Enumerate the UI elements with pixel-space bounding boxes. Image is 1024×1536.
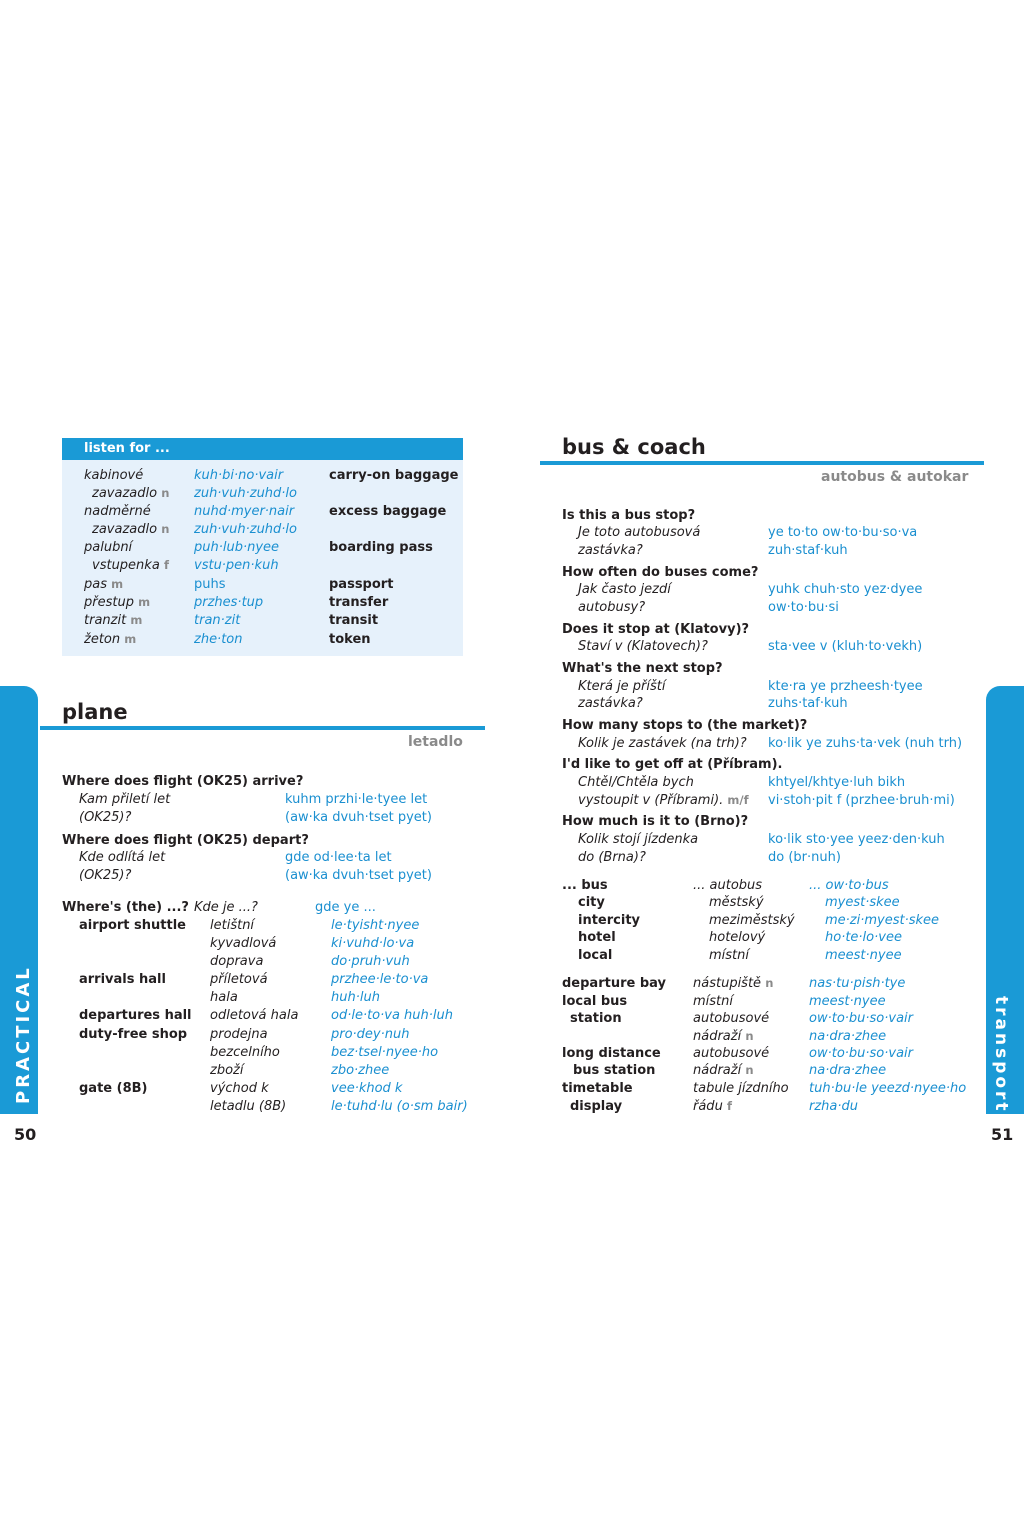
- listen-ph: zuh·vuh·zuhd·lo: [194, 486, 297, 501]
- phrase-ph: kuhm przhi·le·tyee let: [285, 792, 428, 807]
- bus-type-en: local: [578, 948, 613, 963]
- listen-cz: nadměrné: [84, 504, 151, 519]
- vocab-en: display: [570, 1099, 623, 1114]
- phrase-ph: zuh·staf·kuh: [768, 543, 848, 558]
- listen-ph: puh·lub·nyee: [194, 540, 280, 555]
- phrase-en: Where does flight (OK25) arrive?: [62, 774, 304, 789]
- vocab-ph: ow·to·bu·so·vair: [809, 1011, 913, 1026]
- phrase-cz: Která je příští: [578, 679, 666, 694]
- vocab-cz: autobusové: [693, 1046, 770, 1061]
- phrase-ph: do (br·nuh): [768, 850, 841, 865]
- place-cz: letadlu (8B): [210, 1099, 287, 1114]
- place-cz: kyvadlová: [210, 936, 277, 951]
- vocab-en: long distance: [562, 1046, 661, 1061]
- place-ph: vee·khod k: [331, 1081, 403, 1096]
- section-subtitle-autobus: autobus & autokar: [821, 469, 969, 485]
- listen-en: passport: [329, 577, 394, 592]
- listen-cz: pas m: [84, 577, 124, 592]
- phrase-cz: (OK25)?: [79, 868, 132, 883]
- bus-type-cz: městský: [709, 895, 764, 910]
- section-rule: [40, 726, 485, 730]
- phrase-cz: Kam přiletí let: [79, 792, 171, 807]
- phrase-en: How much is it to (Brno)?: [562, 814, 749, 829]
- phrase-cz: autobusy?: [578, 600, 646, 615]
- place-cz: zboží: [210, 1063, 244, 1078]
- bus-type-ph: ho·te·lo·vee: [825, 930, 902, 945]
- page-number-left: 50: [14, 1125, 37, 1144]
- listen-cz: zavazadlo n: [92, 522, 170, 537]
- vocab-ph: meest·nyee: [809, 994, 886, 1009]
- phrase-en: Where does flight (OK25) depart?: [62, 833, 309, 848]
- phrase-ph: gde ye ...: [315, 900, 376, 915]
- bus-type-en: city: [578, 895, 605, 910]
- place-ph: ki·vuhd·lo·va: [331, 936, 415, 951]
- bus-type-ph: myest·skee: [825, 895, 900, 910]
- phrase-cz: vystoupit v (Příbrami). m/f: [578, 793, 749, 808]
- vocab-en: bus station: [573, 1063, 656, 1078]
- phrase-en: I'd like to get off at (Příbram).: [562, 757, 783, 772]
- vocab-en: local bus: [562, 994, 628, 1009]
- listen-ph: przhes·tup: [194, 595, 264, 610]
- bus-type-en: ... bus: [562, 878, 608, 893]
- bus-type-ph: ... ow·to·bus: [809, 878, 889, 893]
- listen-cz: vstupenka f: [92, 558, 169, 573]
- vocab-en: departure bay: [562, 976, 666, 991]
- phrase-ph: khtyel/khtye·luh bikh: [768, 775, 906, 790]
- side-tab-label: transport: [991, 996, 1011, 1114]
- vocab-en: station: [570, 1011, 622, 1026]
- vocab-en: timetable: [562, 1081, 633, 1096]
- vocab-cz: řádu f: [693, 1099, 732, 1114]
- listen-cz: žeton m: [84, 632, 137, 647]
- page-number-right: 51: [991, 1125, 1014, 1144]
- phrase-ph: (aw·ka dvuh·tset pyet): [285, 868, 432, 883]
- place-cz: hala: [210, 990, 238, 1005]
- phrase-ph: ow·to·bu·si: [768, 600, 839, 615]
- phrase-cz: do (Brna)?: [578, 850, 646, 865]
- phrase-ph: vi·stoh·pit f (przhee·bruh·mi): [768, 793, 955, 808]
- bus-type-ph: meest·nyee: [825, 948, 902, 963]
- place-cz: doprava: [210, 954, 264, 969]
- phrase-en: How often do buses come?: [562, 565, 759, 580]
- phrase-cz: zastávka?: [578, 696, 643, 711]
- phrase-en: How many stops to (the market)?: [562, 718, 808, 733]
- vocab-ph: ow·to·bu·so·vair: [809, 1046, 913, 1061]
- listen-cz: zavazadlo n: [92, 486, 170, 501]
- place-ph: zbo·zhee: [331, 1063, 390, 1078]
- vocab-ph: nas·tu·pish·tye: [809, 976, 906, 991]
- phrase-cz: Chtěl/Chtěla bych: [578, 775, 694, 790]
- place-ph: le·tyisht·nyee: [331, 918, 420, 933]
- listen-cz: tranzit m: [84, 613, 143, 628]
- phrase-cz: Kolik stojí jízdenka: [578, 832, 699, 847]
- place-cz: prodejna: [210, 1027, 268, 1042]
- phrase-ph: ko·lik ye zuhs·ta·vek (nuh trh): [768, 736, 963, 751]
- phrase-ph: ko·lik sto·yee yeez·den·kuh: [768, 832, 945, 847]
- vocab-cz: nástupiště n: [693, 976, 774, 991]
- vocab-ph: na·dra·zhee: [809, 1063, 887, 1078]
- phrase-ph: kte·ra ye przheesh·tyee: [768, 679, 923, 694]
- phrase-ph: zuhs·taf·kuh: [768, 696, 848, 711]
- place-ph: od·le·to·va huh·luh: [331, 1008, 453, 1023]
- place-cz: bezcelního: [210, 1045, 280, 1060]
- section-title-plane: plane: [62, 700, 128, 724]
- listen-ph: zhe·ton: [194, 632, 243, 647]
- listen-en: boarding pass: [329, 540, 433, 555]
- place-cz: příletová: [210, 972, 268, 987]
- vocab-cz: tabule jízdního: [693, 1081, 789, 1096]
- section-rule: [540, 461, 984, 465]
- phrase-cz: zastávka?: [578, 543, 643, 558]
- phrase-ph: gde od·lee·ta let: [285, 850, 392, 865]
- place-cz: východ k: [210, 1081, 269, 1096]
- listen-cz: přestup m: [84, 595, 151, 610]
- listen-en: transfer: [329, 595, 389, 610]
- phrase-ph: (aw·ka dvuh·tset pyet): [285, 810, 432, 825]
- bus-type-en: intercity: [578, 913, 641, 928]
- listen-en: excess baggage: [329, 504, 447, 519]
- place-ph: do·pruh·vuh: [331, 954, 410, 969]
- vocab-cz: nádraží n: [693, 1063, 754, 1078]
- place-ph: huh·luh: [331, 990, 380, 1005]
- phrase-cz: Staví v (Klatovech)?: [578, 639, 708, 654]
- place-cz: odletová hala: [210, 1008, 299, 1023]
- bus-type-cz: ... autobus: [693, 878, 763, 893]
- phrase-cz: (OK25)?: [79, 810, 132, 825]
- phrase-cz: Je toto autobusová: [578, 525, 701, 540]
- phrase-ph: sta·vee v (kluh·to·vekh): [768, 639, 923, 654]
- listen-ph: nuhd·myer·nair: [194, 504, 295, 519]
- phrase-cz: Kde je ...?: [194, 900, 258, 915]
- phrase-cz: Kde odlítá let: [79, 850, 166, 865]
- phrase-ph: yuhk chuh·sto yez·dyee: [768, 582, 923, 597]
- place-en: gate (8B): [79, 1081, 148, 1096]
- place-en: airport shuttle: [79, 918, 186, 933]
- phrase-en: Is this a bus stop?: [562, 508, 696, 523]
- vocab-ph: rzha·du: [809, 1099, 858, 1114]
- bus-type-cz: místní: [709, 948, 749, 963]
- place-en: departures hall: [79, 1008, 192, 1023]
- vocab-cz: autobusové: [693, 1011, 770, 1026]
- listen-ph: zuh·vuh·zuhd·lo: [194, 522, 297, 537]
- listen-cz: kabinové: [84, 468, 144, 483]
- vocab-cz: místní: [693, 994, 733, 1009]
- bus-type-en: hotel: [578, 930, 616, 945]
- place-ph: pro·dey·nuh: [331, 1027, 410, 1042]
- place-cz: letištní: [210, 918, 255, 933]
- bus-type-ph: me·zi·myest·skee: [825, 913, 940, 928]
- listen-ph: vstu·pen·kuh: [194, 558, 279, 573]
- listen-en: carry-on baggage: [329, 468, 459, 483]
- listen-en: transit: [329, 613, 379, 628]
- section-title-bus-coach: bus & coach: [562, 435, 706, 459]
- bus-type-cz: hotelový: [709, 930, 766, 945]
- listen-ph: puhs: [194, 577, 226, 592]
- listen-for-title: listen for ...: [84, 441, 170, 456]
- phrase-en: Does it stop at (Klatovy)?: [562, 622, 750, 637]
- listen-cz: palubní: [84, 540, 133, 555]
- phrase-ph: ye to·to ow·to·bu·so·va: [768, 525, 918, 540]
- listen-ph: tran·zit: [194, 613, 241, 628]
- phrase-en: Where's (the) ...?: [62, 900, 189, 915]
- phrase-cz: Kolik je zastávek (na trh)?: [578, 736, 747, 751]
- vocab-ph: tuh·bu·le yeezd·nyee·ho: [809, 1081, 967, 1096]
- section-subtitle-letadlo: letadlo: [408, 734, 463, 750]
- place-en: duty-free shop: [79, 1027, 188, 1042]
- bus-type-cz: meziměstský: [709, 913, 795, 928]
- place-en: arrivals hall: [79, 972, 166, 987]
- place-ph: przhee·le·to·va: [331, 972, 429, 987]
- phrase-cz: Jak často jezdí: [578, 582, 671, 597]
- listen-ph: kuh·bi·no·vair: [194, 468, 284, 483]
- place-ph: le·tuhd·lu (o·sm bair): [331, 1099, 468, 1114]
- place-ph: bez·tsel·nyee·ho: [331, 1045, 439, 1060]
- phrase-en: What's the next stop?: [562, 661, 723, 676]
- side-tab-label: PRACTICAL: [13, 965, 34, 1104]
- listen-en: token: [329, 632, 371, 647]
- vocab-cz: nádraží n: [693, 1029, 754, 1044]
- vocab-ph: na·dra·zhee: [809, 1029, 887, 1044]
